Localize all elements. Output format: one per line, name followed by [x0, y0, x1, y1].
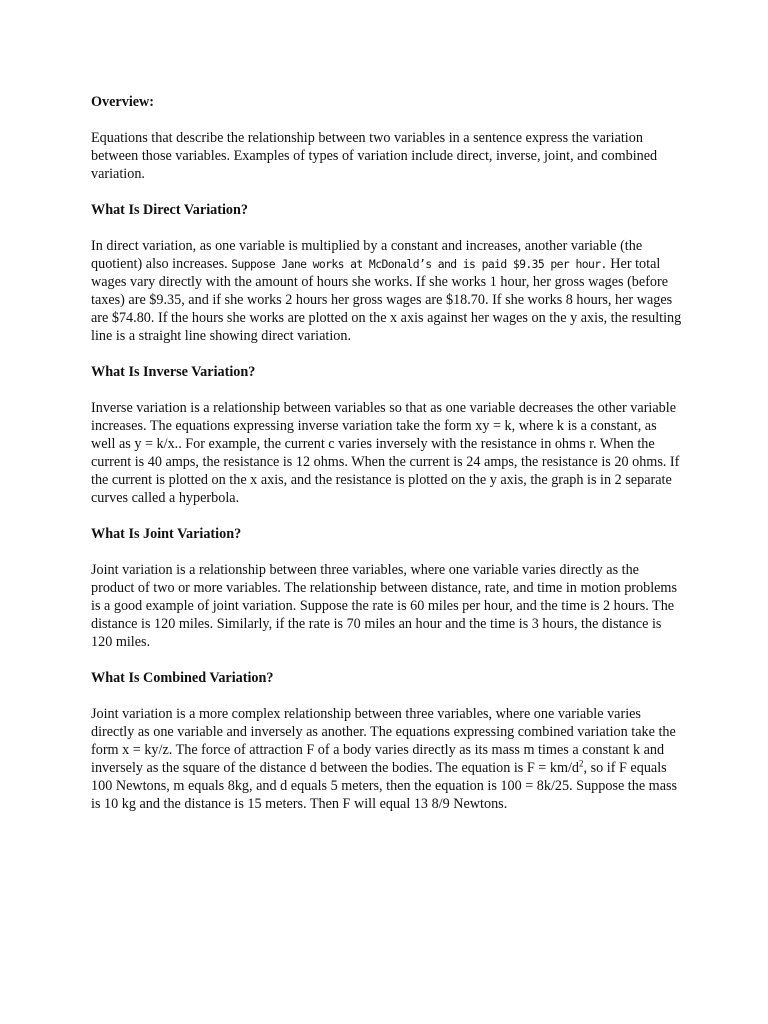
inverse-variation-paragraph: Inverse variation is a relationship between variables so that as one variable decreases the other variable increases. The equations expressing inverse variation take the form xy = k, where k is a constant, as well as y = k/x.. For example, the current c varies inversely with the resistance in ohms r. When the current is 40 amps, the resistance is 12 ohms. When the current is 24 amps, the resistance is 20 ohms. If the current is plotted on the x axis, and the resistance is plotted on the y axis, the graph is in 2 separate curves called a hyperbola. — [91, 400, 680, 506]
direct-variation-text-a: In direct variation, as one variable is multiplied by a constant and increases, another variable (the quotient) also increases. — [91, 238, 643, 272]
joint-variation-heading: What Is Joint Variation? — [91, 526, 242, 542]
direct-variation-example: Suppose Jane works at McDonald’s and is paid $9.35 per hour. — [231, 257, 607, 271]
combined-variation-text-a: Joint variation is a more complex relationship between three variables, where one variable varies directly as one variable and inversely as another. The equations expressing combined variation take the form x = ky/z. The force of attraction F of a body varies directly as its mass m times a constant k and inversely as the square of the distance d between the bodies. The equation is F = km/d — [91, 706, 676, 776]
combined-variation-exponent: 2 — [579, 758, 584, 769]
combined-variation-paragraph — [91, 705, 683, 813]
joint-variation-paragraph: Joint variation is a relationship between three variables, where one variable varies directly as the product of two or more variables. The relationship between distance, rate, and time in motion problems is a good example of joint variation. Suppose the rate is 60 miles per hour, and the time is 2 hours. The distance is 120 miles. Similarly, if the rate is 70 miles an hour and the time is 3 hours, the distance is 120 miles. — [91, 562, 677, 650]
document-page — [91, 93, 683, 831]
direct-variation-heading: What Is Direct Variation? — [91, 202, 248, 218]
combined-variation-text-b: , so if F equals 100 Newtons, m equals 8kg, and d equals 5 meters, then the equation is 100 = 8k/25. Suppose the mass is 10 kg and the distance is 15 meters. Then F will equal 13 8/9 Newtons. — [91, 760, 678, 812]
combined-variation-heading: What Is Combined Variation? — [91, 670, 274, 686]
overview-heading: Overview: — [91, 94, 155, 110]
direct-variation-paragraph — [91, 237, 683, 345]
inverse-variation-heading: What Is Inverse Variation? — [91, 364, 256, 380]
overview-paragraph: Equations that describe the relationship between two variables in a sentence express the variation between those variables. Examples of types of variation include direct, inverse, joint, and combined variation. — [91, 130, 658, 182]
direct-variation-text-b: Her total wages vary directly with the amount of hours she works. If she works 1 hour, her gross wages (before taxes) are $9.35, and if she works 2 hours her gross wages are $18.70. If she works 8 hours, her wages are $74.80. If the hours she works are plotted on the x axis against her wages on the y axis, the resulting line is a straight line showing direct variation. — [91, 256, 682, 344]
